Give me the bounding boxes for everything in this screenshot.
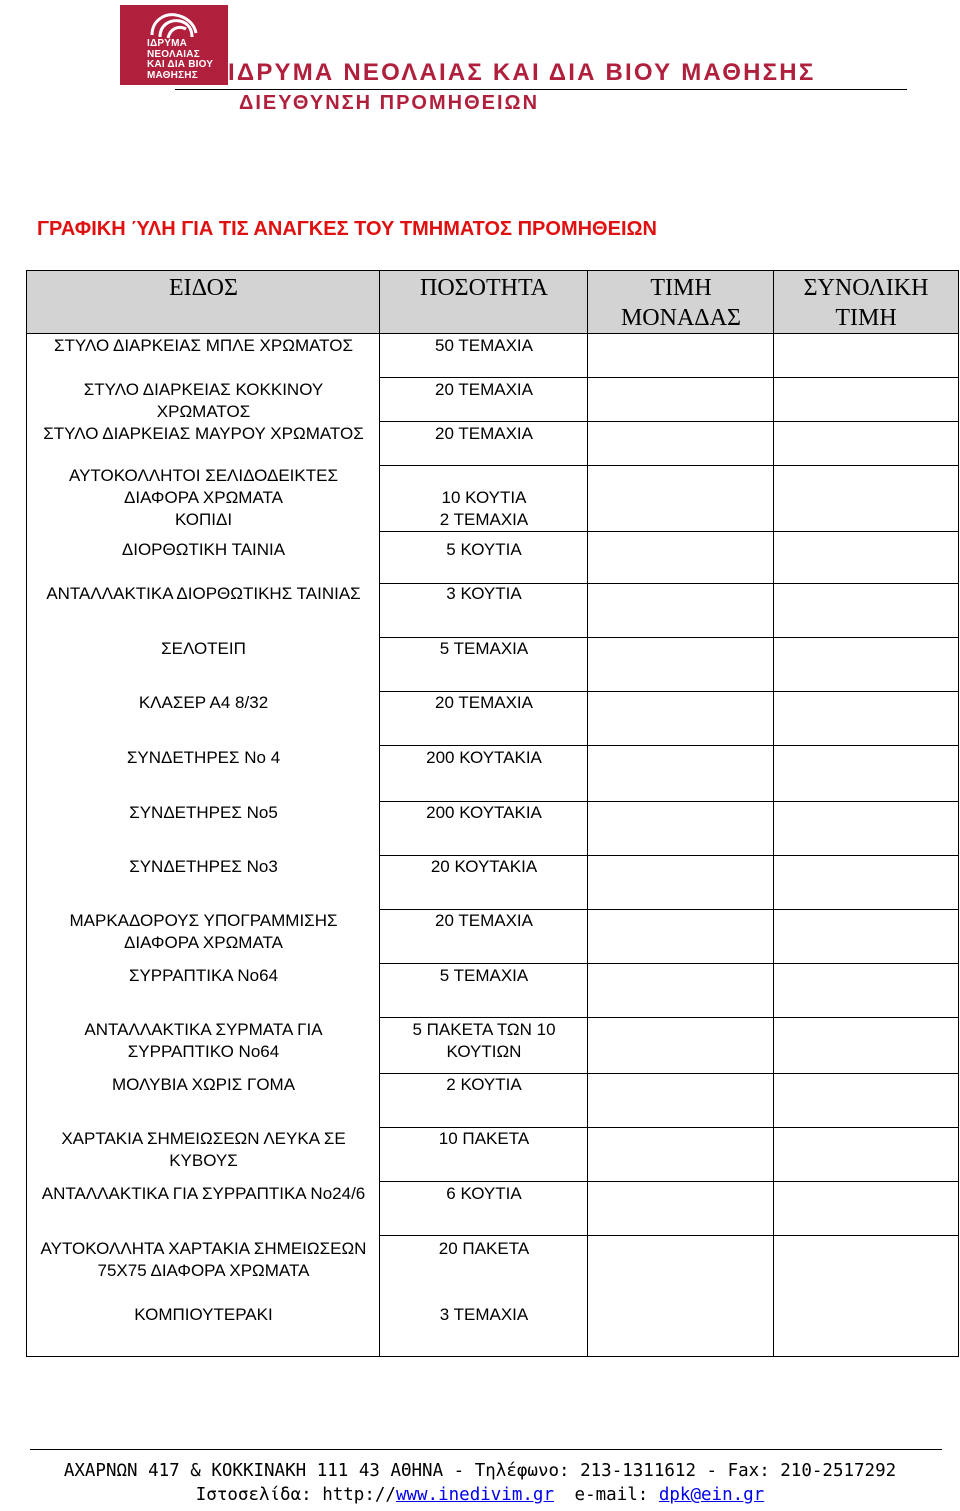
item-name: ΣΤΥΛΟ ΔΙΑΡΚΕΙΑΣ ΜΠΛΕ ΧΡΩΜΑΤΟΣ: [54, 336, 353, 355]
row-divider: [379, 963, 958, 964]
column-header-total-price: ΣΥΝΟΛΙΚΗ ΤΙΜΗ: [803, 275, 929, 331]
row-divider: [379, 801, 958, 802]
item-name: ΑΝΤΑΛΛΑΚΤΙΚΑ ΣΥΡΜΑΤΑ ΓΙΑ ΣΥΡΡΑΠΤΙΚΟ Νο64: [84, 1020, 323, 1061]
row-divider: [379, 421, 958, 422]
item-quantity: 200 ΚΟΥΤΑΚΙΑ: [426, 748, 542, 767]
item-name: ΑΥΤΟΚΟΛΛΗΤΟΙ ΣΕΛΙΔΟΔΕΙΚΤΕΣ ΔΙΑΦΟΡΑ ΧΡΩΜΑΤΑ: [69, 466, 338, 507]
column-divider: [587, 271, 588, 1356]
item-name: ΔΙΟΡΘΩΤΙΚΗ ΤΑΙΝΙΑ: [121, 540, 286, 559]
email-label: e-mail:: [574, 1485, 649, 1505]
item-quantity: 3 ΚΟΥΤΙΑ: [446, 584, 522, 603]
row-spacer: [27, 583, 379, 584]
item-name: ΚΟΠΙΔΙ: [174, 510, 233, 529]
organization-title: ΙΔΡΥΜΑ ΝΕΟΛΑΙΑΣ ΚΑΙ ΔΙΑ ΒΙΟΥ ΜΑΘΗΣΗΣ: [228, 59, 816, 86]
row-spacer: [27, 377, 379, 378]
item-name: ΧΑΡΤΑΚΙΑ ΣΗΜΕΙΩΣΕΩΝ ΛΕΥΚΑ ΣΕ ΚΥΒΟΥΣ: [61, 1129, 346, 1170]
materials-table: [26, 270, 959, 1357]
row-divider: [379, 1235, 958, 1236]
table-header: [27, 271, 958, 334]
item-name: ΜΑΡΚΑΔΟΡΟΥΣ ΥΠΟΓΡΑΜΜΙΣΗΣ ΔΙΑΦΟΡΑ ΧΡΩΜΑΤΑ: [69, 911, 338, 952]
logo-line: ΙΔΡΥΜΑ: [147, 38, 188, 49]
item-name: ΑΝΤΑΛΛΑΚΤΙΚΑ ΔΙΟΡΘΩΤΙΚΗΣ ΤΑΙΝΙΑΣ: [46, 584, 361, 603]
logo-line: ΜΑΘΗΣΗΣ: [147, 69, 198, 81]
department-title: ΔΙΕΥΘΥΝΣΗ ΠΡΟΜΗΘΕΙΩΝ: [239, 92, 540, 114]
row-divider: [379, 465, 958, 466]
item-name: ΚΛΑΣΕΡ Α4 8/32: [138, 693, 269, 712]
item-quantity: 5 ΤΕΜΑΧΙΑ: [439, 639, 529, 658]
item-quantity: 20 ΠΑΚΕΤΑ: [438, 1239, 530, 1258]
row-spacer: [27, 637, 379, 638]
email-link[interactable]: dpk@ein.gr: [658, 1485, 765, 1505]
item-quantity: 20 ΚΟΥΤΑΚΙΑ: [430, 857, 538, 876]
logo-swirl-icon: [148, 11, 200, 39]
footer-contact: [0, 1485, 960, 1505]
row-divider: [379, 583, 958, 584]
item-quantity: 20 ΤΕΜΑΧΙΑ: [435, 911, 533, 930]
row-divider: [379, 745, 958, 746]
item-quantity: 2 ΤΕΜΑΧΙΑ: [439, 510, 529, 529]
item-quantity: 5 ΤΕΜΑΧΙΑ: [439, 966, 529, 985]
logo-line: ΚΑΙ ΔΙΑ ΒΙΟΥ: [147, 59, 214, 70]
column-header-quantity: ΠΟΣΟΤΗΤΑ: [419, 275, 549, 301]
row-spacer: [27, 745, 379, 746]
item-quantity: 50 ΤΕΜΑΧΙΑ: [435, 336, 533, 355]
item-name: ΑΝΤΑΛΛΑΚΤΙΚΑ ΓΙΑ ΣΥΡΡΑΠΤΙΚΑ Νο24/6: [41, 1184, 366, 1203]
row-divider: [379, 1181, 958, 1182]
footer-address: ΑΧΑΡΝΩΝ 417 & ΚΟΚΚΙΝΑΚΗ 111 43 ΑΘΗΝΑ - Τηλέφωνο: 213-1311612 - Fax: 210-2517292: [63, 1461, 897, 1481]
row-spacer: [27, 421, 379, 422]
item-name: ΣΥΡΡΑΠΤΙΚΑ Νο64: [128, 966, 279, 985]
row-spacer: [27, 1127, 379, 1128]
document-title: ΓΡΑΦΙΚΗ ΎΛΗ ΓΙΑ ΤΙΣ ΑΝΑΓΚΕΣ ΤΟΥ ΤΜΗΜΑΤΟΣ ΠΡΟΜΗΘΕΙΩΝ: [37, 218, 657, 240]
row-divider: [379, 1073, 958, 1074]
organization-logo: [120, 5, 228, 85]
row-divider: [379, 637, 958, 638]
row-divider: [379, 855, 958, 856]
row-spacer: [27, 1235, 379, 1236]
item-name: ΣΤΥΛΟ ΔΙΑΡΚΕΙΑΣ ΜΑΥΡΟΥ ΧΡΩΜΑΤΟΣ: [43, 424, 364, 443]
row-spacer: [27, 801, 379, 802]
item-name: ΣΕΛΟΤΕΙΠ: [161, 639, 246, 658]
row-divider: [379, 1017, 958, 1018]
column-divider: [379, 271, 380, 1356]
website-label: Ιστοσελίδα: http://: [195, 1485, 396, 1505]
item-quantity: 5 ΚΟΥΤΙΑ: [446, 540, 522, 559]
footer-divider: [30, 1449, 942, 1450]
row-spacer: [27, 1017, 379, 1018]
row-divider: [379, 377, 958, 378]
row-spacer: [27, 465, 379, 466]
column-header-item: ΕΙΔΟΣ: [169, 275, 238, 301]
item-quantity: 2 ΚΟΥΤΙΑ: [446, 1075, 522, 1094]
item-quantity: 5 ΠΑΚΕΤΑ ΤΩΝ 10 ΚΟΥΤΙΩΝ: [412, 1020, 556, 1061]
item-quantity: 200 ΚΟΥΤΑΚΙΑ: [426, 803, 542, 822]
row-spacer: [27, 1181, 379, 1182]
item-name: ΚΟΜΠΙΟΥΤΕΡΑΚΙ: [134, 1305, 273, 1324]
row-spacer: [27, 1073, 379, 1074]
item-quantity: 10 ΚΟΥΤΙΑ: [441, 488, 527, 507]
item-name: ΜΟΛΥΒΙΑ ΧΩΡΙΣ ΓΟΜΑ: [111, 1075, 296, 1094]
row-spacer: [27, 855, 379, 856]
item-quantity: 10 ΠΑΚΕΤΑ: [438, 1129, 530, 1148]
website-link[interactable]: www.inedivim.gr: [395, 1485, 554, 1505]
row-divider: [379, 909, 958, 910]
item-quantity: 20 ΤΕΜΑΧΙΑ: [435, 693, 533, 712]
item-name: ΑΥΤΟΚΟΛΛΗΤΑ ΧΑΡΤΑΚΙΑ ΣΗΜΕΙΩΣΕΩΝ 75Χ75 ΔΙΑΦΟΡΑ ΧΡΩΜΑΤΑ: [40, 1239, 367, 1280]
row-spacer: [27, 531, 379, 532]
logo-text: [147, 39, 213, 81]
item-quantity: 20 ΤΕΜΑΧΙΑ: [435, 380, 533, 399]
column-divider: [773, 271, 774, 1356]
item-name: ΣΤΥΛΟ ΔΙΑΡΚΕΙΑΣ ΚΟΚΚΙΝΟΥ ΧΡΩΜΑΤΟΣ: [83, 380, 324, 421]
row-spacer: [27, 909, 379, 910]
item-quantity: 3 ΤΕΜΑΧΙΑ: [439, 1305, 529, 1324]
header-divider: [175, 89, 907, 90]
row-divider: [379, 531, 958, 532]
row-divider: [379, 691, 958, 692]
logo-line: ΝΕΟΛΑΙΑΣ: [147, 48, 200, 60]
item-name: ΣΥΝΔΕΤΗΡΕΣ Νο3: [129, 857, 278, 876]
row-spacer: [27, 691, 379, 692]
item-name: ΣΥΝΔΕΤΗΡΕΣ Νο 4: [126, 748, 281, 767]
item-name: ΣΥΝΔΕΤΗΡΕΣ Νο5: [129, 803, 278, 822]
item-quantity: 20 ΤΕΜΑΧΙΑ: [435, 424, 533, 443]
row-spacer: [27, 963, 379, 964]
column-header-unit-price: ΤΙΜΗ ΜΟΝΑΔΑΣ: [620, 275, 742, 331]
item-quantity: 6 ΚΟΥΤΙΑ: [446, 1184, 522, 1203]
row-divider: [379, 1127, 958, 1128]
